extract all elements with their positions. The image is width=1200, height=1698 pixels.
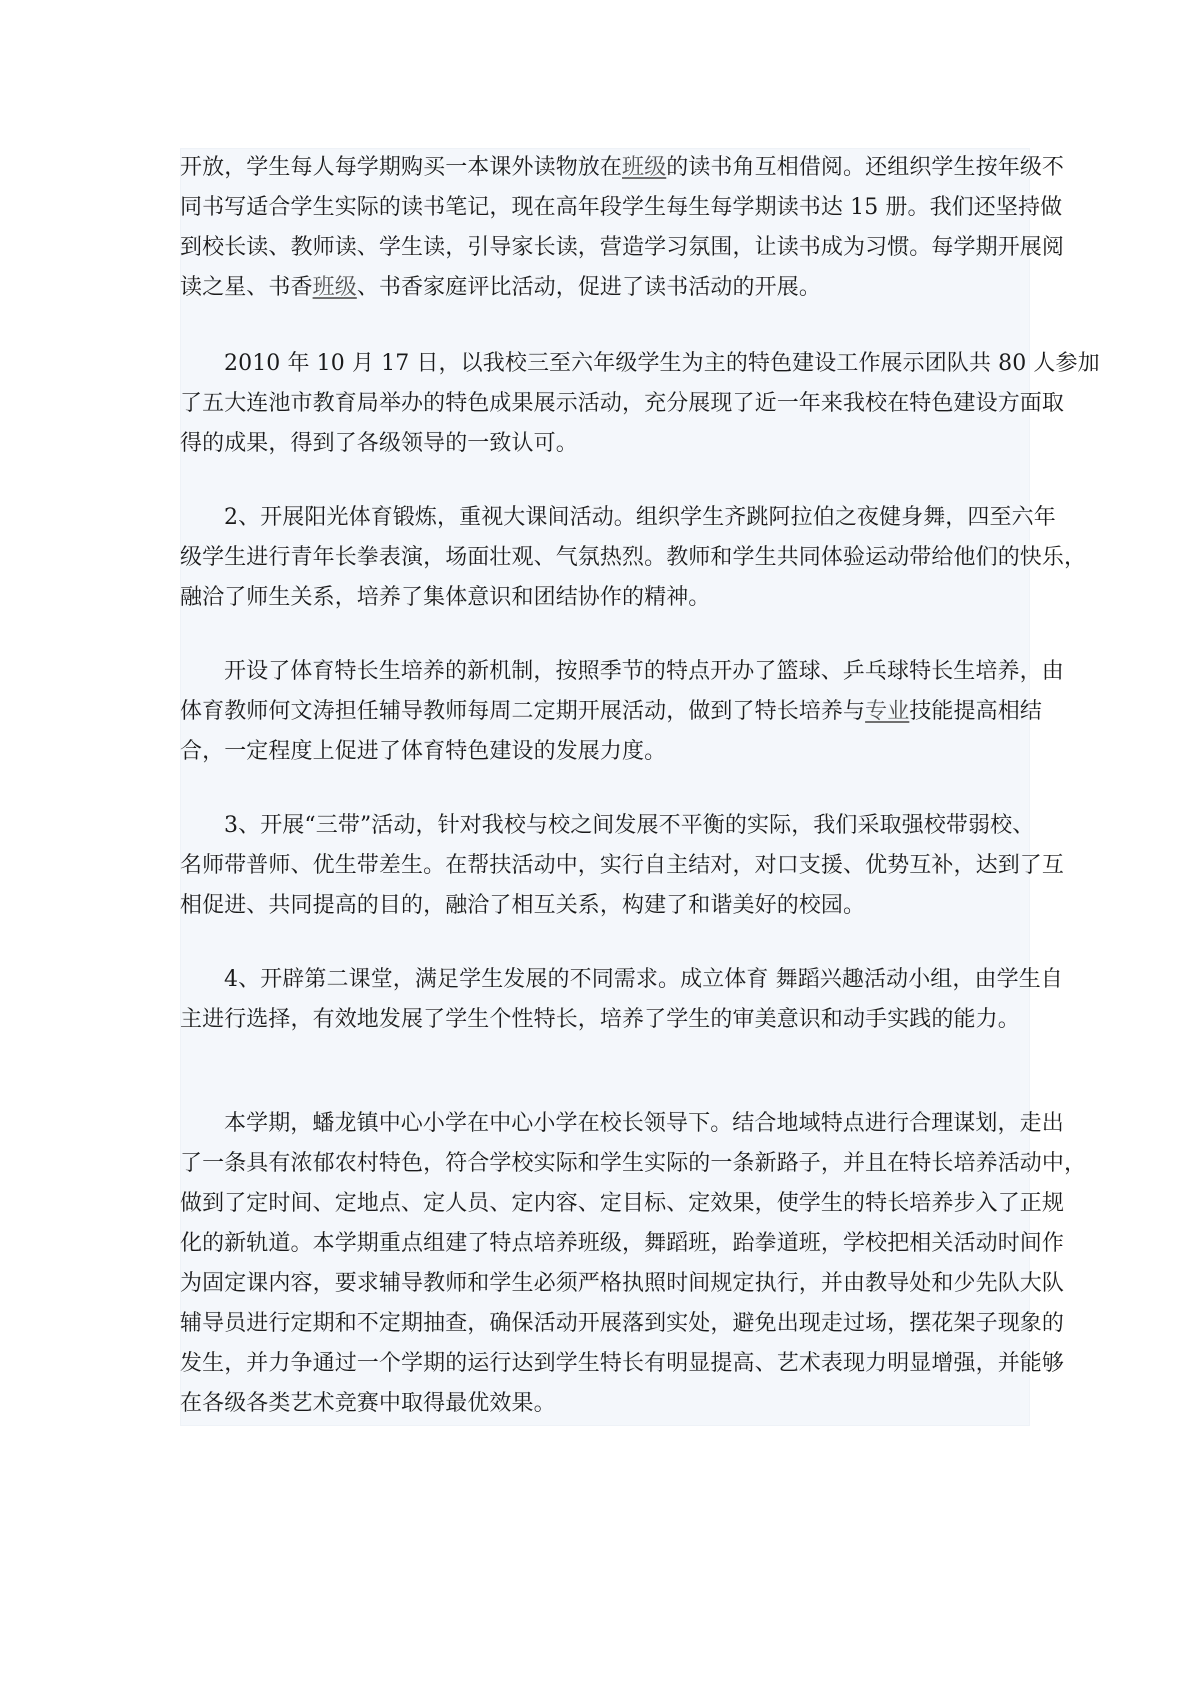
paragraph-showcase-event — [180, 344, 1100, 464]
text-line: 开设了体育特长生培养的新机制，按照季节的特点开办了篮球、乒乓球特长生培养，由 — [224, 659, 1064, 684]
text-run: 的读书角互相借阅。还组织学生按年级不 — [666, 155, 1065, 180]
link-class[interactable]: 班级 — [622, 155, 667, 180]
text-run: 体育教师何文涛担任辅导教师每周二定期开展活动，做到了特长培养与 — [180, 699, 866, 724]
text-line: 级学生进行青年长拳表演，场面壮观、气氛热烈。教师和学生共同体验运动带给他们的快乐， — [180, 545, 1087, 570]
text-run: 读之星、书香 — [180, 275, 313, 300]
paragraph-second-classroom — [180, 960, 1063, 1040]
paragraph-three-lead — [180, 806, 1065, 926]
paragraph-reading-activities — [180, 148, 1065, 308]
text-line: 合，一定程度上促进了体育特色建设的发展力度。 — [180, 739, 667, 764]
text-line: 发生，并力争通过一个学期的运行达到学生特长有明显提高、艺术表现力明显增强，并能够 — [180, 1351, 1065, 1376]
link-major[interactable]: 专业 — [865, 699, 910, 724]
text-line — [180, 268, 1030, 308]
text-line: 为固定课内容，要求辅导教师和学生必须严格执照时间规定执行，并由教导处和少先队大队 — [180, 1271, 1065, 1296]
text-line: 本学期，蟠龙镇中心小学在中心小学在校长领导下。结合地域特点进行合理谋划，走出 — [224, 1111, 1064, 1136]
text-line: 2、开展阳光体育锻炼，重视大课间活动。组织学生齐跳阿拉伯之夜健身舞，四至六年 — [224, 505, 1056, 530]
text-line: 化的新轨道。本学期重点组建了特点培养班级，舞蹈班，跆拳道班，学校把相关活动时间作 — [180, 1231, 1065, 1256]
article-body — [180, 148, 1100, 1426]
text-run: 、书香家庭评比活动，促进了读书活动的开展。 — [356, 275, 821, 300]
text-line: 相促进、共同提高的目的，融洽了相互关系，构建了和谐美好的校园。 — [180, 893, 866, 918]
link-class[interactable]: 班级 — [312, 275, 357, 300]
text-line: 做到了定时间、定地点、定人员、定内容、定目标、定效果，使学生的特长培养步入了正规 — [180, 1191, 1065, 1216]
text-line: 了五大连池市教育局举办的特色成果展示活动，充分展现了近一年来我校在特色建设方面取 — [180, 391, 1065, 416]
paragraph-semester-summary — [180, 1104, 1087, 1424]
text-line: 主进行选择，有效地发展了学生个性特长，培养了学生的审美意识和动手实践的能力。 — [180, 1007, 1020, 1032]
text-line: 2010 年 10 月 17 日，以我校三至六年级学生为主的特色建设工作展示团队共 80 人参加 — [224, 351, 1100, 376]
text-line: 了一条具有浓郁农村特色，符合学校实际和学生实际的一条新路子，并且在特长培养活动中， — [180, 1151, 1087, 1176]
text-line: 辅导员进行定期和不定期抽查，确保活动开展落到实处，避免出现走过场，摆花架子现象的 — [180, 1311, 1065, 1336]
text-line — [180, 148, 1065, 188]
text-line: 3、开展“三带”活动，针对我校与校之间发展不平衡的实际，我们采取强校带弱校、 — [224, 813, 1035, 838]
text-line: 4、开辟第二课堂，满足学生发展的不同需求。成立体育 舞蹈兴趣活动小组，由学生自 — [224, 967, 1063, 992]
text-line: 到校长读、教师读、学生读，引导家长读，营造学习氛围，让读书成为习惯。每学期开展阅 — [180, 235, 1065, 260]
text-line: 融洽了师生关系，培养了集体意识和团结协作的精神。 — [180, 585, 711, 610]
text-run: 开放，学生每人每学期购买一本课外读物放在 — [180, 155, 623, 180]
text-line: 在各级各类艺术竞赛中取得最优效果。 — [180, 1391, 556, 1416]
text-run: 技能提高相结 — [909, 699, 1042, 724]
paragraph-sports-specialty — [180, 652, 1064, 772]
paragraph-sunshine-sports — [180, 498, 1087, 618]
text-line — [180, 692, 1042, 732]
text-line: 名师带普师、优生带差生。在帮扶活动中，实行自主结对，对口支援、优势互补，达到了互 — [180, 853, 1065, 878]
text-line: 得的成果，得到了各级领导的一致认可。 — [180, 431, 578, 456]
text-line: 同书写适合学生实际的读书笔记，现在高年段学生每生每学期读书达 15 册。我们还坚持做 — [180, 195, 1063, 220]
